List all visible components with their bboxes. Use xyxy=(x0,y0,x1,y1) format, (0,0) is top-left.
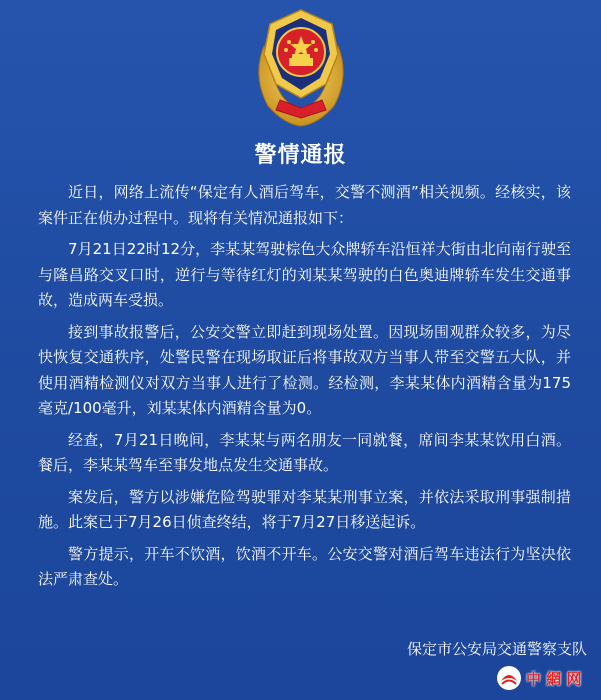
zhongzhou-logo-icon xyxy=(496,665,522,691)
police-emblem xyxy=(246,6,356,130)
paragraph: 警方提示，开车不饮酒，饮酒不开车。公安交警对酒后驾车违法行为坚决依法严肃查处。 xyxy=(38,544,571,588)
site-watermark xyxy=(496,660,596,696)
watermark-text: 中 網 网 xyxy=(526,669,582,688)
paragraph: 接到事故报警后，公安交警立即赶到现场处置。因现场围观群众较多，为尽快恢复交通秩序，处警民警在现场取证后将事故双方当事人带至交警五大队，并使用酒精检测仪对双方当事人进行了检测。经检测，李某某体内酒精含量为175毫克/100毫升，刘某某体内酒精含量为0。 xyxy=(38,322,571,417)
police-emblem-icon xyxy=(246,6,356,130)
report-body xyxy=(38,180,571,599)
paragraph: 经查，7月21日晚间，李某某与两名朋友一同就餐，席间李某某饮用白酒。餐后，李某某驾车至事发地点发生交通事故。 xyxy=(38,430,571,474)
paragraph: 7月21日22时12分，李某某驾驶棕色大众牌轿车沿恒祥大街由北向南行驶至与隆昌路交叉口时，逆行与等待红灯的刘某某驾驶的白色奥迪牌轿车发生交通事故，造成两车受损。 xyxy=(38,240,571,309)
issuer-signature: 保定市公安局交通警察支队 xyxy=(406,640,587,658)
page-title: 警情通报 xyxy=(254,143,347,168)
paragraph: 近日，网络上流传“保定有人酒后驾车，交警不测酒”相关视频。经核实，该案件正在侦办过程中。现将有关情况通报如下： xyxy=(38,183,571,227)
paragraph: 案发后，警方以涉嫌危险驾驶罪对李某某刑事立案，并依法采取刑事强制措施。此案已于7月26日侦查终结，将于7月27日移送起诉。 xyxy=(38,487,571,531)
